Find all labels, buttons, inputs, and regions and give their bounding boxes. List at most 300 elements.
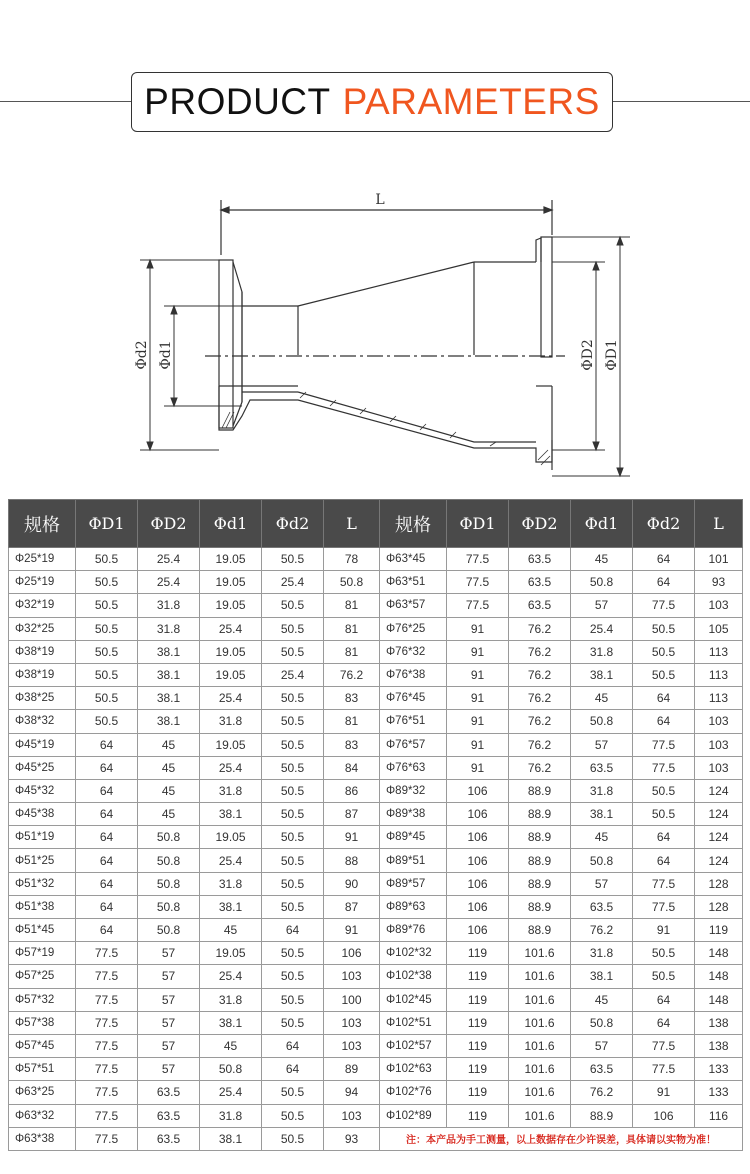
value-cell: 88.9: [509, 919, 571, 942]
table-row: [9, 1058, 743, 1081]
table-row: [9, 710, 743, 733]
value-cell: 77.5: [447, 571, 509, 594]
label-D1: ΦD1: [604, 339, 620, 371]
spec-cell: Φ76*32: [380, 640, 447, 663]
value-cell: 119: [695, 919, 743, 942]
value-cell: 31.8: [200, 779, 262, 802]
value-cell: 64: [76, 779, 138, 802]
value-cell: 64: [76, 826, 138, 849]
value-cell: 91: [447, 617, 509, 640]
value-cell: 57: [138, 988, 200, 1011]
value-cell: 103: [324, 1011, 380, 1034]
value-cell: 50.5: [262, 1104, 324, 1127]
value-cell: 19.05: [200, 548, 262, 571]
value-cell: 119: [447, 1058, 509, 1081]
value-cell: 138: [695, 1011, 743, 1034]
value-cell: 45: [200, 919, 262, 942]
value-cell: 50.8: [138, 919, 200, 942]
spec-cell: Φ102*45: [380, 988, 447, 1011]
value-cell: 101.6: [509, 1034, 571, 1057]
spec-cell: Φ57*38: [9, 1011, 76, 1034]
value-cell: 77.5: [76, 1034, 138, 1057]
spec-cell: Φ102*32: [380, 942, 447, 965]
spec-cell: Φ38*19: [9, 663, 76, 686]
value-cell: 106: [447, 872, 509, 895]
value-cell: 50.5: [262, 803, 324, 826]
value-cell: 106: [447, 895, 509, 918]
value-cell: 38.1: [200, 1011, 262, 1034]
value-cell: 64: [633, 710, 695, 733]
value-cell: 50.8: [138, 895, 200, 918]
table-row: [9, 663, 743, 686]
value-cell: 87: [324, 895, 380, 918]
spec-cell: Φ38*25: [9, 687, 76, 710]
value-cell: 83: [324, 687, 380, 710]
value-cell: 101.6: [509, 1104, 571, 1127]
value-cell: 50.8: [571, 710, 633, 733]
spec-cell: Φ51*19: [9, 826, 76, 849]
spec-cell: Φ89*45: [380, 826, 447, 849]
spec-cell: Φ102*57: [380, 1034, 447, 1057]
table-row: [9, 849, 743, 872]
value-cell: 77.5: [76, 942, 138, 965]
value-cell: 128: [695, 895, 743, 918]
value-cell: 64: [633, 687, 695, 710]
value-cell: 113: [695, 663, 743, 686]
value-cell: 64: [633, 571, 695, 594]
spec-cell: Φ89*51: [380, 849, 447, 872]
value-cell: 106: [447, 919, 509, 942]
value-cell: 25.4: [200, 1081, 262, 1104]
spec-cell: Φ32*25: [9, 617, 76, 640]
value-cell: 77.5: [633, 1034, 695, 1057]
value-cell: 77.5: [633, 1058, 695, 1081]
spec-cell: Φ25*19: [9, 571, 76, 594]
value-cell: 50.5: [76, 663, 138, 686]
spec-cell: Φ63*32: [9, 1104, 76, 1127]
value-cell: 31.8: [571, 779, 633, 802]
value-cell: 77.5: [447, 548, 509, 571]
value-cell: 19.05: [200, 733, 262, 756]
spec-cell: Φ76*57: [380, 733, 447, 756]
value-cell: 50.5: [262, 1127, 324, 1150]
table-row: [9, 1104, 743, 1127]
value-cell: 91: [324, 826, 380, 849]
value-cell: 50.5: [262, 849, 324, 872]
value-cell: 100: [324, 988, 380, 1011]
value-cell: 88.9: [509, 872, 571, 895]
value-cell: 124: [695, 849, 743, 872]
value-cell: 50.5: [262, 988, 324, 1011]
value-cell: 50.8: [138, 849, 200, 872]
spec-cell: Φ45*32: [9, 779, 76, 802]
value-cell: 38.1: [200, 1127, 262, 1150]
spec-cell: Φ51*32: [9, 872, 76, 895]
value-cell: 64: [262, 1058, 324, 1081]
table-row: [9, 1081, 743, 1104]
value-cell: 50.5: [262, 779, 324, 802]
value-cell: 101.6: [509, 965, 571, 988]
value-cell: 45: [571, 687, 633, 710]
header-d1: Φd1: [200, 500, 262, 548]
value-cell: 57: [138, 942, 200, 965]
value-cell: 50.5: [76, 640, 138, 663]
value-cell: 63.5: [509, 548, 571, 571]
value-cell: 50.5: [76, 571, 138, 594]
header-d2: Φd2: [633, 500, 695, 548]
value-cell: 91: [447, 663, 509, 686]
title-part2: PARAMETERS: [342, 81, 600, 122]
value-cell: 50.5: [262, 687, 324, 710]
value-cell: 50.5: [262, 1081, 324, 1104]
parameter-table: [8, 499, 743, 1151]
value-cell: 45: [571, 826, 633, 849]
table-row: [9, 594, 743, 617]
header-D2: ΦD2: [138, 500, 200, 548]
value-cell: 86: [324, 779, 380, 802]
value-cell: 88.9: [509, 826, 571, 849]
value-cell: 25.4: [262, 663, 324, 686]
spec-cell: Φ51*38: [9, 895, 76, 918]
value-cell: 50.5: [262, 756, 324, 779]
table-row: [9, 965, 743, 988]
value-cell: 87: [324, 803, 380, 826]
value-cell: 57: [138, 1034, 200, 1057]
value-cell: 64: [76, 733, 138, 756]
value-cell: 113: [695, 687, 743, 710]
value-cell: 103: [695, 756, 743, 779]
table-row: [9, 826, 743, 849]
value-cell: 77.5: [633, 756, 695, 779]
value-cell: 45: [200, 1034, 262, 1057]
value-cell: 57: [571, 1034, 633, 1057]
value-cell: 101.6: [509, 942, 571, 965]
value-cell: 106: [447, 849, 509, 872]
value-cell: 64: [633, 849, 695, 872]
value-cell: 91: [324, 919, 380, 942]
value-cell: 50.5: [633, 965, 695, 988]
value-cell: 93: [695, 571, 743, 594]
value-cell: 91: [633, 919, 695, 942]
value-cell: 88.9: [509, 779, 571, 802]
value-cell: 50.5: [633, 803, 695, 826]
value-cell: 77.5: [76, 1081, 138, 1104]
value-cell: 119: [447, 965, 509, 988]
value-cell: 63.5: [509, 594, 571, 617]
table-row: [9, 617, 743, 640]
spec-cell: Φ76*45: [380, 687, 447, 710]
value-cell: 84: [324, 756, 380, 779]
value-cell: 77.5: [76, 1104, 138, 1127]
spec-cell: Φ89*57: [380, 872, 447, 895]
value-cell: 38.1: [571, 663, 633, 686]
value-cell: 76.2: [571, 919, 633, 942]
value-cell: 38.1: [200, 895, 262, 918]
value-cell: 119: [447, 988, 509, 1011]
table-row: [9, 872, 743, 895]
value-cell: 116: [695, 1104, 743, 1127]
value-cell: 19.05: [200, 594, 262, 617]
value-cell: 77.5: [633, 733, 695, 756]
value-cell: 31.8: [138, 594, 200, 617]
value-cell: 76.2: [509, 640, 571, 663]
spec-cell: Φ102*63: [380, 1058, 447, 1081]
value-cell: 50.5: [76, 687, 138, 710]
value-cell: 119: [447, 1104, 509, 1127]
spec-cell: Φ38*19: [9, 640, 76, 663]
value-cell: 50.5: [76, 594, 138, 617]
measurement-note: 注：本产品为手工测量，以上数据存在少许误差，具体请以实物为准！: [380, 1127, 743, 1150]
value-cell: 25.4: [200, 965, 262, 988]
value-cell: 76.2: [509, 710, 571, 733]
value-cell: 128: [695, 872, 743, 895]
value-cell: 101: [695, 548, 743, 571]
value-cell: 64: [76, 919, 138, 942]
value-cell: 106: [447, 803, 509, 826]
value-cell: 63.5: [571, 895, 633, 918]
value-cell: 57: [138, 965, 200, 988]
value-cell: 103: [695, 594, 743, 617]
value-cell: 31.8: [200, 988, 262, 1011]
value-cell: 25.4: [138, 548, 200, 571]
spec-cell: Φ102*89: [380, 1104, 447, 1127]
spec-cell: Φ51*25: [9, 849, 76, 872]
value-cell: 25.4: [200, 849, 262, 872]
label-d1: Φd1: [158, 340, 174, 370]
table-row: [9, 687, 743, 710]
value-cell: 25.4: [571, 617, 633, 640]
spec-cell: Φ38*32: [9, 710, 76, 733]
value-cell: 77.5: [633, 872, 695, 895]
spec-cell: Φ45*25: [9, 756, 76, 779]
value-cell: 124: [695, 826, 743, 849]
value-cell: 77.5: [76, 988, 138, 1011]
value-cell: 93: [324, 1127, 380, 1150]
spec-cell: Φ102*38: [380, 965, 447, 988]
spec-cell: Φ76*63: [380, 756, 447, 779]
spec-cell: Φ25*19: [9, 548, 76, 571]
value-cell: 113: [695, 640, 743, 663]
value-cell: 76.2: [324, 663, 380, 686]
spec-cell: Φ63*57: [380, 594, 447, 617]
value-cell: 19.05: [200, 571, 262, 594]
value-cell: 25.4: [262, 571, 324, 594]
spec-cell: Φ102*51: [380, 1011, 447, 1034]
spec-cell: Φ45*38: [9, 803, 76, 826]
table-body: [9, 548, 743, 1151]
value-cell: 76.2: [509, 733, 571, 756]
table-row: [9, 756, 743, 779]
label-D2: ΦD2: [580, 339, 596, 371]
value-cell: 25.4: [200, 617, 262, 640]
value-cell: 50.5: [76, 617, 138, 640]
value-cell: 57: [138, 1058, 200, 1081]
value-cell: 64: [262, 1034, 324, 1057]
value-cell: 45: [571, 548, 633, 571]
value-cell: 91: [447, 640, 509, 663]
value-cell: 89: [324, 1058, 380, 1081]
table-row: [9, 895, 743, 918]
value-cell: 77.5: [447, 594, 509, 617]
label-L: L: [375, 192, 385, 208]
value-cell: 76.2: [509, 617, 571, 640]
value-cell: 133: [695, 1081, 743, 1104]
spec-cell: Φ57*19: [9, 942, 76, 965]
value-cell: 138: [695, 1034, 743, 1057]
value-cell: 50.5: [262, 826, 324, 849]
value-cell: 63.5: [509, 571, 571, 594]
header-L: L: [324, 500, 380, 548]
value-cell: 19.05: [200, 942, 262, 965]
value-cell: 50.5: [633, 617, 695, 640]
value-cell: 76.2: [509, 663, 571, 686]
table-row: [9, 548, 743, 571]
value-cell: 50.5: [262, 965, 324, 988]
spec-cell: Φ89*63: [380, 895, 447, 918]
value-cell: 57: [571, 594, 633, 617]
value-cell: 101.6: [509, 1011, 571, 1034]
value-cell: 77.5: [633, 594, 695, 617]
value-cell: 133: [695, 1058, 743, 1081]
spec-cell: Φ89*38: [380, 803, 447, 826]
spec-cell: Φ51*45: [9, 919, 76, 942]
value-cell: 50.5: [262, 942, 324, 965]
value-cell: 25.4: [200, 756, 262, 779]
value-cell: 103: [324, 1104, 380, 1127]
spec-cell: Φ89*32: [380, 779, 447, 802]
spec-cell: Φ45*19: [9, 733, 76, 756]
value-cell: 31.8: [200, 872, 262, 895]
value-cell: 31.8: [571, 640, 633, 663]
value-cell: 50.8: [571, 571, 633, 594]
spec-cell: Φ57*51: [9, 1058, 76, 1081]
value-cell: 31.8: [200, 1104, 262, 1127]
value-cell: 64: [76, 872, 138, 895]
value-cell: 124: [695, 803, 743, 826]
spec-cell: Φ57*45: [9, 1034, 76, 1057]
value-cell: 119: [447, 1081, 509, 1104]
value-cell: 148: [695, 988, 743, 1011]
table-row: [9, 1011, 743, 1034]
value-cell: 50.5: [262, 617, 324, 640]
header-spec: 规格: [9, 500, 76, 548]
value-cell: 38.1: [571, 965, 633, 988]
value-cell: 63.5: [138, 1127, 200, 1150]
value-cell: 103: [324, 965, 380, 988]
value-cell: 38.1: [138, 663, 200, 686]
header-D1: ΦD1: [447, 500, 509, 548]
title-part1: PRODUCT: [144, 81, 331, 122]
label-d2: Φd2: [134, 340, 150, 370]
value-cell: 50.5: [633, 663, 695, 686]
value-cell: 45: [138, 733, 200, 756]
table-row: [9, 571, 743, 594]
spec-cell: Φ63*51: [380, 571, 447, 594]
table-row: [9, 988, 743, 1011]
value-cell: 83: [324, 733, 380, 756]
value-cell: 64: [262, 919, 324, 942]
value-cell: 63.5: [138, 1081, 200, 1104]
spec-cell: Φ63*25: [9, 1081, 76, 1104]
value-cell: 38.1: [138, 640, 200, 663]
value-cell: 50.5: [262, 640, 324, 663]
value-cell: 19.05: [200, 640, 262, 663]
header-D2: ΦD2: [509, 500, 571, 548]
value-cell: 64: [76, 756, 138, 779]
value-cell: 76.2: [509, 687, 571, 710]
value-cell: 50.5: [76, 548, 138, 571]
table-row: [9, 919, 743, 942]
value-cell: 50.5: [262, 1011, 324, 1034]
value-cell: 103: [695, 710, 743, 733]
table-row: [9, 1127, 743, 1150]
value-cell: 19.05: [200, 826, 262, 849]
value-cell: 31.8: [200, 710, 262, 733]
spec-cell: Φ76*25: [380, 617, 447, 640]
value-cell: 88: [324, 849, 380, 872]
value-cell: 45: [138, 779, 200, 802]
value-cell: 64: [76, 849, 138, 872]
value-cell: 106: [324, 942, 380, 965]
value-cell: 88.9: [509, 803, 571, 826]
value-cell: 63.5: [571, 756, 633, 779]
value-cell: 101.6: [509, 988, 571, 1011]
header-spec: 规格: [380, 500, 447, 548]
value-cell: 25.4: [138, 571, 200, 594]
spec-cell: Φ76*51: [380, 710, 447, 733]
value-cell: 103: [695, 733, 743, 756]
value-cell: 105: [695, 617, 743, 640]
value-cell: 81: [324, 594, 380, 617]
value-cell: 50.5: [633, 640, 695, 663]
value-cell: 124: [695, 779, 743, 802]
value-cell: 64: [633, 548, 695, 571]
value-cell: 101.6: [509, 1058, 571, 1081]
value-cell: 63.5: [138, 1104, 200, 1127]
value-cell: 50.5: [633, 942, 695, 965]
value-cell: 38.1: [571, 803, 633, 826]
value-cell: 119: [447, 1011, 509, 1034]
spec-cell: Φ57*32: [9, 988, 76, 1011]
value-cell: 50.5: [262, 733, 324, 756]
value-cell: 50.5: [76, 710, 138, 733]
spec-cell: Φ63*38: [9, 1127, 76, 1150]
value-cell: 77.5: [633, 895, 695, 918]
value-cell: 148: [695, 965, 743, 988]
value-cell: 76.2: [571, 1081, 633, 1104]
value-cell: 45: [138, 803, 200, 826]
header-d2: Φd2: [262, 500, 324, 548]
table-row: [9, 803, 743, 826]
value-cell: 57: [571, 872, 633, 895]
spec-cell: Φ89*76: [380, 919, 447, 942]
value-cell: 91: [447, 687, 509, 710]
value-cell: 81: [324, 710, 380, 733]
value-cell: 91: [447, 756, 509, 779]
header-L: L: [695, 500, 743, 548]
page-title: [131, 72, 613, 132]
value-cell: 77.5: [76, 1127, 138, 1150]
value-cell: 88.9: [509, 849, 571, 872]
value-cell: 38.1: [200, 803, 262, 826]
value-cell: 94: [324, 1081, 380, 1104]
value-cell: 19.05: [200, 663, 262, 686]
value-cell: 64: [633, 1011, 695, 1034]
value-cell: 77.5: [76, 1058, 138, 1081]
parameter-table-wrapper: [8, 499, 742, 1151]
table-row: [9, 733, 743, 756]
value-cell: 57: [138, 1011, 200, 1034]
